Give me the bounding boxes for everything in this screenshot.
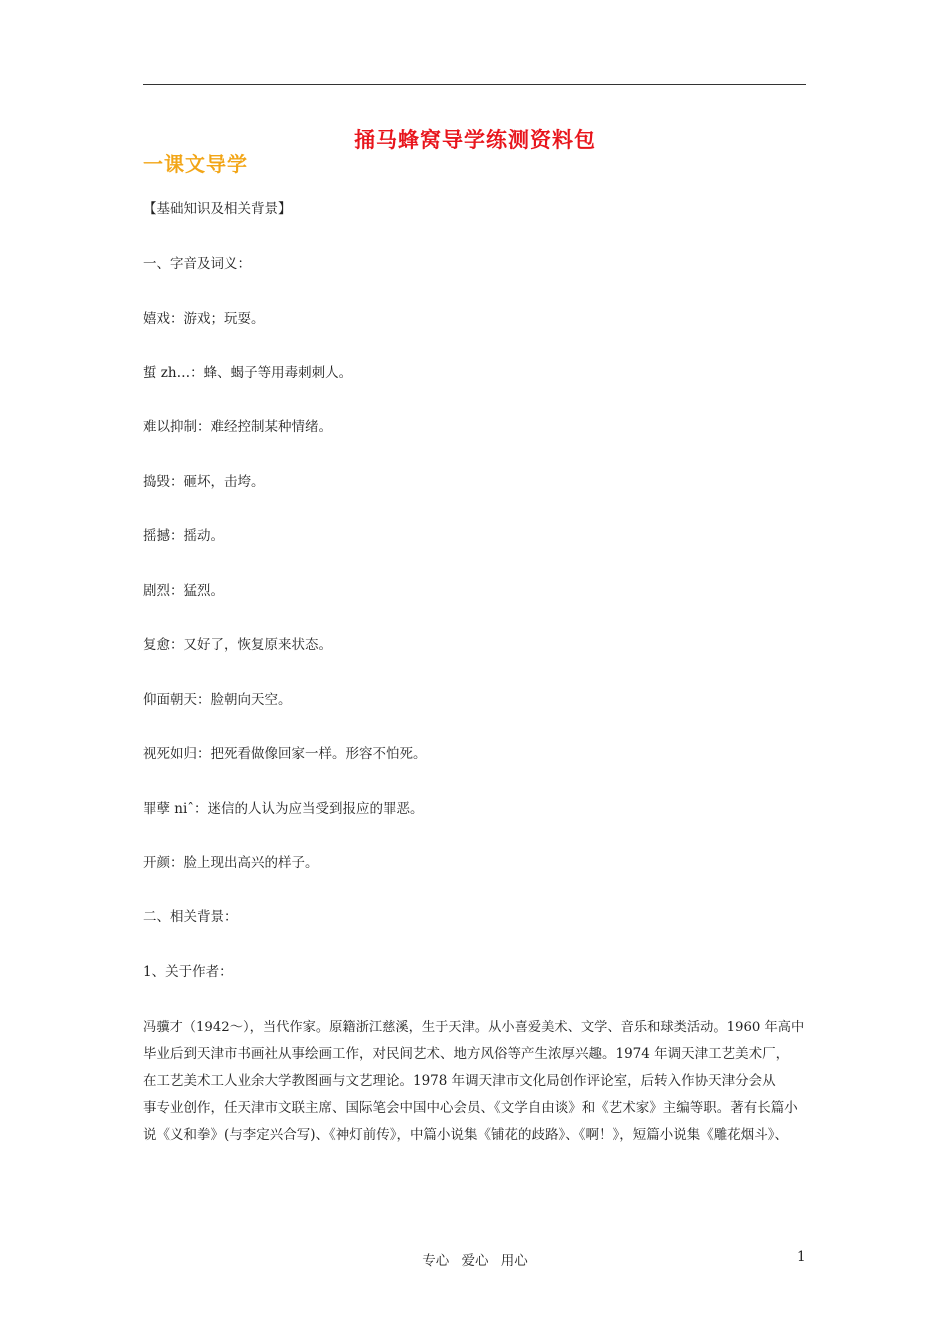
author-paragraph — [143, 1014, 807, 1149]
footer-slogan: 专心 爱心 用心 — [422, 1253, 528, 1269]
text-line: 1、关于作者： — [143, 964, 233, 980]
text-line: 罪孽 niˆ：迷信的人认为应当受到报应的罪恶。 — [143, 801, 424, 817]
text-line: 摇撼：摇动。 — [143, 528, 224, 544]
text-line: 开颜：脸上现出高兴的样子。 — [143, 855, 319, 871]
section-heading: 一课文导学 — [143, 152, 248, 176]
text-line: 难以抑制：难经控制某种情绪。 — [143, 419, 332, 435]
paragraph-line: 毕业后到天津市书画社从事绘画工作，对民间艺术、地方风俗等产生浓厚兴趣。1974 年调天津工艺美术厂， — [143, 1046, 790, 1062]
text-line: 复愈：又好了，恢复原来状态。 — [143, 637, 332, 653]
text-line: 捣毁：砸坏，击垮。 — [143, 474, 265, 490]
paragraph-line: 事专业创作，任天津市文联主席、国际笔会中国中心会员、《文学自由谈》和《艺术家》主编等职。著有长篇小 — [143, 1100, 798, 1116]
paragraph-line: 冯骥才（1942～），当代作家。原籍浙江慈溪，生于天津。从小喜爱美术、文学、音乐和球类活动。1960 年高中 — [143, 1020, 805, 1035]
paragraph-line: 说《义和拳》(与李定兴合写)、《神灯前传》，中篇小说集《铺花的歧路》、《啊！》，短篇小说集《雕花烟斗》、 — [143, 1127, 789, 1143]
text-line: 【基础知识及相关背景】 — [143, 201, 292, 217]
text-line: 蜇 zh…：蜂、蝎子等用毒刺刺人。 — [143, 365, 353, 381]
text-line: 剧烈：猛烈。 — [143, 583, 224, 599]
document-title: 捅马蜂窝导学练测资料包 — [354, 128, 596, 152]
text-line: 仰面朝天：脸朝向天空。 — [143, 692, 292, 708]
text-line: 一、字音及词义： — [143, 256, 251, 272]
paragraph-line: 在工艺美术工人业余大学教图画与文艺理论。1978 年调天津市文化局创作评论室，后转入作协天津分会从 — [143, 1073, 776, 1089]
text-line: 嬉戏：游戏；玩耍。 — [143, 311, 265, 327]
header-rule — [143, 84, 806, 85]
page-number: 1 — [797, 1249, 806, 1265]
text-line: 视死如归：把死看做像回家一样。形容不怕死。 — [143, 746, 427, 762]
text-line: 二、相关背景： — [143, 909, 238, 925]
